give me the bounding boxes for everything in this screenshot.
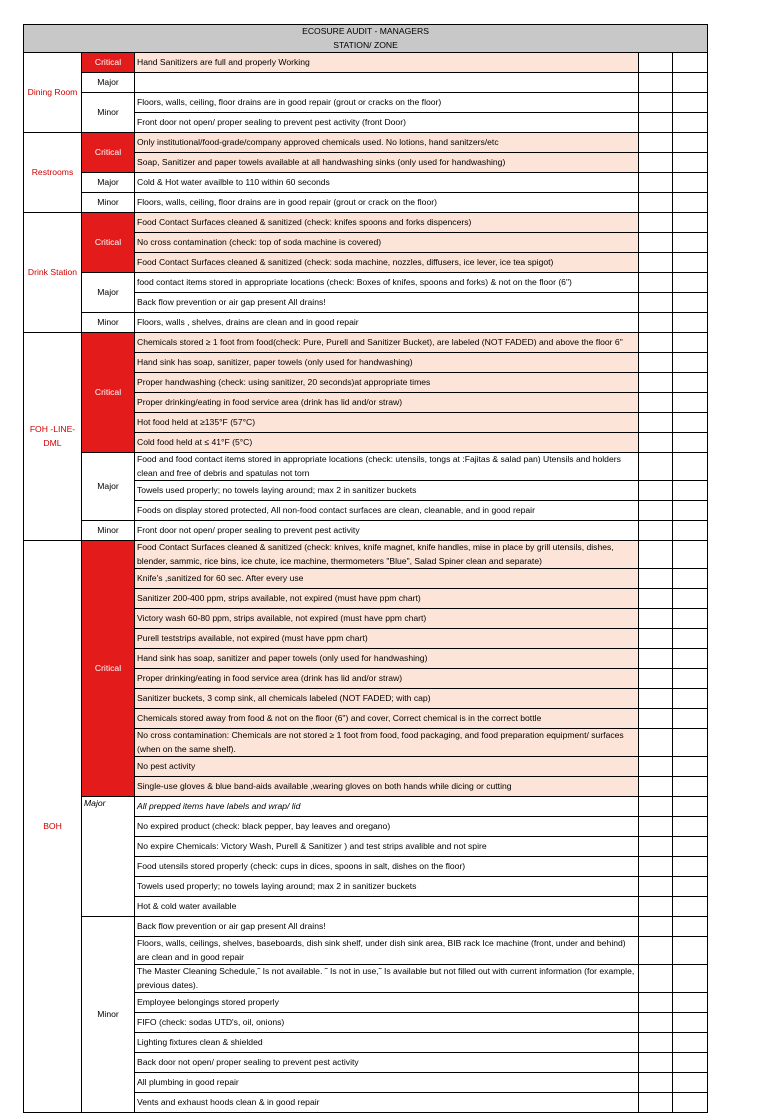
severity-label: Critical <box>82 333 135 453</box>
audit-item: Floors, walls, ceilings, shelves, baseboards, dish sink shelf, under dish sink area, BIB rack Ice machine (front, under and behind) are clean and in good repair <box>135 937 639 965</box>
audit-item: Food Contact Surfaces cleaned & sanitized (check: soda machine, nozzles, diffusers, ice lever, ice tea spigot) <box>135 253 639 273</box>
notes-cell[interactable] <box>673 837 708 857</box>
severity-label: Minor <box>82 93 135 133</box>
score-cell[interactable] <box>639 253 673 273</box>
score-cell[interactable] <box>639 917 673 937</box>
score-cell[interactable] <box>639 609 673 629</box>
table-row <box>24 53 708 73</box>
table-row <box>24 273 708 293</box>
notes-cell[interactable] <box>673 541 708 569</box>
score-cell[interactable] <box>639 353 673 373</box>
score-cell[interactable] <box>639 1033 673 1053</box>
audit-item: Front door not open/ proper sealing to prevent pest activity <box>135 521 639 541</box>
score-cell[interactable] <box>639 213 673 233</box>
audit-item: Floors, walls, ceiling, floor drains are in good repair (grout or cracks on the floor) <box>135 93 639 113</box>
score-cell[interactable] <box>639 817 673 837</box>
table-row <box>24 541 708 569</box>
severity-label: Major <box>82 797 135 917</box>
notes-cell[interactable] <box>673 413 708 433</box>
score-cell[interactable] <box>639 1093 673 1113</box>
score-cell[interactable] <box>639 333 673 353</box>
severity-label: Minor <box>82 193 135 213</box>
score-cell[interactable] <box>639 709 673 729</box>
audit-item: Front door not open/ proper sealing to prevent pest activity (front Door) <box>135 113 639 133</box>
audit-item <box>135 73 639 93</box>
zone-label: FOH -LINE- DML <box>24 333 82 541</box>
audit-item: No expire Chemicals: Victory Wash, Purell & Sanitizer ) and test strips avalible and not spire <box>135 837 639 857</box>
severity-label: Minor <box>82 917 135 1113</box>
audit-item: Floors, walls , shelves, drains are clean and in good repair <box>135 313 639 333</box>
notes-cell[interactable] <box>673 817 708 837</box>
audit-item: No pest activity <box>135 757 639 777</box>
zone-label: BOH <box>24 541 82 1113</box>
table-row <box>24 173 708 193</box>
score-cell[interactable] <box>639 797 673 817</box>
score-cell[interactable] <box>639 73 673 93</box>
audit-item: Towels used properly; no towels laying around; max 2 in sanitizer buckets <box>135 481 639 501</box>
audit-item: Sanitizer buckets, 3 comp sink, all chemicals labeled (NOT FADED; with cap) <box>135 689 639 709</box>
notes-cell[interactable] <box>673 797 708 817</box>
score-cell[interactable] <box>639 837 673 857</box>
notes-cell[interactable] <box>673 433 708 453</box>
severity-label: Critical <box>82 53 135 73</box>
audit-item: Single-use gloves & blue band-aids available ,wearing gloves on both hands while dicing or cutting <box>135 777 639 797</box>
audit-item: Employee belongings stored properly <box>135 993 639 1013</box>
score-cell[interactable] <box>639 757 673 777</box>
notes-cell[interactable] <box>673 649 708 669</box>
notes-cell[interactable] <box>673 521 708 541</box>
audit-item: All prepped items have labels and wrap/ lid <box>135 797 639 817</box>
notes-cell[interactable] <box>673 1073 708 1093</box>
notes-cell[interactable] <box>673 689 708 709</box>
notes-cell[interactable] <box>673 193 708 213</box>
audit-item: Hot food held at ≥135°F (57°C) <box>135 413 639 433</box>
notes-cell[interactable] <box>673 253 708 273</box>
audit-item: Cold & Hot water availble to 110 within 60 seconds <box>135 173 639 193</box>
zone-label: Drink Station <box>24 213 82 333</box>
severity-label: Critical <box>82 133 135 173</box>
notes-cell[interactable] <box>673 373 708 393</box>
score-cell[interactable] <box>639 521 673 541</box>
score-cell[interactable] <box>639 233 673 253</box>
notes-cell[interactable] <box>673 233 708 253</box>
score-cell[interactable] <box>639 777 673 797</box>
notes-cell[interactable] <box>673 1093 708 1113</box>
notes-cell[interactable] <box>673 589 708 609</box>
score-cell[interactable] <box>639 589 673 609</box>
table-row <box>24 73 708 93</box>
score-cell[interactable] <box>639 313 673 333</box>
notes-cell[interactable] <box>673 273 708 293</box>
notes-cell[interactable] <box>673 877 708 897</box>
audit-item: The Master Cleaning Schedule,˜ Is not available. ˜ Is not in use,˜ Is available but not filled out with current information (for example, previous dates). <box>135 965 639 993</box>
audit-item: Towels used properly; no towels laying around; max 2 in sanitizer buckets <box>135 877 639 897</box>
notes-cell[interactable] <box>673 629 708 649</box>
table-row <box>24 213 708 233</box>
audit-item: No expired product (check: black pepper, bay leaves and oregano) <box>135 817 639 837</box>
score-cell[interactable] <box>639 393 673 413</box>
audit-item: Hand sink has soap, sanitizer, paper towels (only used for handwashing) <box>135 353 639 373</box>
audit-item: Back flow prevention or air gap present All drains! <box>135 293 639 313</box>
table-header <box>24 25 708 53</box>
audit-item: Back flow prevention or air gap present All drains! <box>135 917 639 937</box>
notes-cell[interactable] <box>673 153 708 173</box>
audit-item: Hot & cold water available <box>135 897 639 917</box>
score-cell[interactable] <box>639 53 673 73</box>
score-cell[interactable] <box>639 113 673 133</box>
audit-item: Chemicals stored ≥ 1 foot from food(check: Pure, Purell and Sanitizer Bucket), are labeled (NOT FADED) and above the floor 6" <box>135 333 639 353</box>
notes-cell[interactable] <box>673 293 708 313</box>
notes-cell[interactable] <box>673 1033 708 1053</box>
score-cell[interactable] <box>639 729 673 757</box>
score-cell[interactable] <box>639 649 673 669</box>
score-cell[interactable] <box>639 373 673 393</box>
score-cell[interactable] <box>639 293 673 313</box>
table-row <box>24 333 708 353</box>
audit-item: Soap, Sanitizer and paper towels available at all handwashing sinks (only used for handwashing) <box>135 153 639 173</box>
notes-cell[interactable] <box>673 569 708 589</box>
score-cell[interactable] <box>639 93 673 113</box>
audit-item: Lighting fixtures clean & shielded <box>135 1033 639 1053</box>
notes-cell[interactable] <box>673 709 708 729</box>
notes-cell[interactable] <box>673 113 708 133</box>
score-cell[interactable] <box>639 965 673 993</box>
notes-cell[interactable] <box>673 1013 708 1033</box>
table-row <box>24 917 708 937</box>
notes-cell[interactable] <box>673 609 708 629</box>
score-cell[interactable] <box>639 1053 673 1073</box>
audit-item: Proper handwashing (check: using sanitizer, 20 seconds)at appropriate times <box>135 373 639 393</box>
notes-cell[interactable] <box>673 1053 708 1073</box>
notes-cell[interactable] <box>673 53 708 73</box>
severity-label: Minor <box>82 313 135 333</box>
audit-item: Food Contact Surfaces cleaned & sanitized (check: knives, knife magnet, knife handles, mise in place by grill utensils, dishes, blender, sammic, rice bins, ice chute, ice machine, thermometers "Blue", Salad Spiner clean and separate) <box>135 541 639 569</box>
audit-item: Hand Sanitizers are full and properly Working <box>135 53 639 73</box>
notes-cell[interactable] <box>673 453 708 481</box>
audit-item: Foods on display stored protected, All non-food contact surfaces are clean, cleanable, and in good repair <box>135 501 639 521</box>
notes-cell[interactable] <box>673 133 708 153</box>
audit-item: Victory wash 60-80 ppm, strips available, not expired (must have ppm chart) <box>135 609 639 629</box>
notes-cell[interactable] <box>673 937 708 965</box>
severity-label: Minor <box>82 521 135 541</box>
notes-cell[interactable] <box>673 669 708 689</box>
audit-item: Proper drinking/eating in food service area (drink has lid and/or straw) <box>135 393 639 413</box>
audit-item: Sanitizer 200-400 ppm, strips available, not expired (must have ppm chart) <box>135 589 639 609</box>
notes-cell[interactable] <box>673 965 708 993</box>
notes-cell[interactable] <box>673 917 708 937</box>
score-cell[interactable] <box>639 173 673 193</box>
notes-cell[interactable] <box>673 93 708 113</box>
notes-cell[interactable] <box>673 213 708 233</box>
notes-cell[interactable] <box>673 353 708 373</box>
audit-item: Vents and exhaust hoods clean & in good repair <box>135 1093 639 1113</box>
audit-item: FIFO (check: sodas UTD's, oil, onions) <box>135 1013 639 1033</box>
audit-item: Hand sink has soap, sanitizer and paper towels (only used for handwashing) <box>135 649 639 669</box>
notes-cell[interactable] <box>673 173 708 193</box>
score-cell[interactable] <box>639 1073 673 1093</box>
score-cell[interactable] <box>639 133 673 153</box>
score-cell[interactable] <box>639 413 673 433</box>
score-cell[interactable] <box>639 857 673 877</box>
notes-cell[interactable] <box>673 857 708 877</box>
audit-item: Food utensils stored properly (check: cups in dices, spoons in salt, dishes on the floor) <box>135 857 639 877</box>
score-cell[interactable] <box>639 501 673 521</box>
score-cell[interactable] <box>639 629 673 649</box>
audit-item: Only institutional/food-grade/company approved chemicals used. No lotions, hand sanitzers/etc <box>135 133 639 153</box>
audit-body <box>24 25 708 1113</box>
score-cell[interactable] <box>639 481 673 501</box>
notes-cell[interactable] <box>673 757 708 777</box>
notes-cell[interactable] <box>673 501 708 521</box>
score-cell[interactable] <box>639 569 673 589</box>
table-row <box>24 93 708 113</box>
notes-cell[interactable] <box>673 897 708 917</box>
audit-table <box>23 24 708 1113</box>
score-cell[interactable] <box>639 1013 673 1033</box>
severity-label: Major <box>82 453 135 521</box>
table-row <box>24 313 708 333</box>
severity-label: Major <box>82 273 135 313</box>
notes-cell[interactable] <box>673 993 708 1013</box>
score-cell[interactable] <box>639 433 673 453</box>
score-cell[interactable] <box>639 541 673 569</box>
table-row <box>24 797 708 817</box>
audit-item: Back door not open/ proper sealing to prevent pest activity <box>135 1053 639 1073</box>
score-cell[interactable] <box>639 453 673 481</box>
audit-item: Floors, walls, ceiling, floor drains are in good repair (grout or crack on the floor) <box>135 193 639 213</box>
score-cell[interactable] <box>639 993 673 1013</box>
audit-item: Chemicals stored away from food & not on the floor (6") and cover, Correct chemical is in the correct bottle <box>135 709 639 729</box>
audit-item: Knife's ,sanitized for 60 sec. After every use <box>135 569 639 589</box>
notes-cell[interactable] <box>673 333 708 353</box>
table-row <box>24 453 708 481</box>
severity-label: Major <box>82 173 135 193</box>
severity-label: Major <box>82 73 135 93</box>
score-cell[interactable] <box>639 669 673 689</box>
score-cell[interactable] <box>639 153 673 173</box>
notes-cell[interactable] <box>673 313 708 333</box>
notes-cell[interactable] <box>673 393 708 413</box>
audit-item: Proper drinking/eating in food service area (drink has lid and/or straw) <box>135 669 639 689</box>
severity-label: Critical <box>82 213 135 273</box>
table-row <box>24 193 708 213</box>
score-cell[interactable] <box>639 193 673 213</box>
table-row <box>24 133 708 153</box>
audit-item: No cross contamination (check: top of soda machine is covered) <box>135 233 639 253</box>
score-cell[interactable] <box>639 877 673 897</box>
zone-label: Dining Room <box>24 53 82 133</box>
notes-cell[interactable] <box>673 73 708 93</box>
notes-cell[interactable] <box>673 777 708 797</box>
audit-item: Cold food held at ≤ 41°F (5°C) <box>135 433 639 453</box>
table-row <box>24 521 708 541</box>
audit-item: Purell teststrips available, not expired (must have ppm chart) <box>135 629 639 649</box>
notes-cell[interactable] <box>673 481 708 501</box>
severity-label: Critical <box>82 541 135 797</box>
audit-item: All plumbing in good repair <box>135 1073 639 1093</box>
score-cell[interactable] <box>639 273 673 293</box>
score-cell[interactable] <box>639 689 673 709</box>
notes-cell[interactable] <box>673 729 708 757</box>
header-title: ECOSURE AUDIT - MANAGERS <box>302 26 429 36</box>
audit-item: food contact items stored in appropriate locations (check: Boxes of knifes, spoons and forks) & not on the floor (6") <box>135 273 639 293</box>
score-cell[interactable] <box>639 937 673 965</box>
audit-item: Food Contact Surfaces cleaned & sanitized (check: knifes spoons and forks dispencers) <box>135 213 639 233</box>
score-cell[interactable] <box>639 897 673 917</box>
header-subtitle: STATION/ ZONE <box>333 39 398 50</box>
audit-item: No cross contamination: Chemicals are not stored ≥ 1 foot from food, food packaging, and food preparation equipment/ surfaces (when on the same shelf). <box>135 729 639 757</box>
zone-label: Restrooms <box>24 133 82 213</box>
audit-item: Food and food contact items stored in appropriate locations (check: utensils, tongs at :Fajitas & salad pan) Utensils and holders clean and free of debris and spatulas not torn <box>135 453 639 481</box>
